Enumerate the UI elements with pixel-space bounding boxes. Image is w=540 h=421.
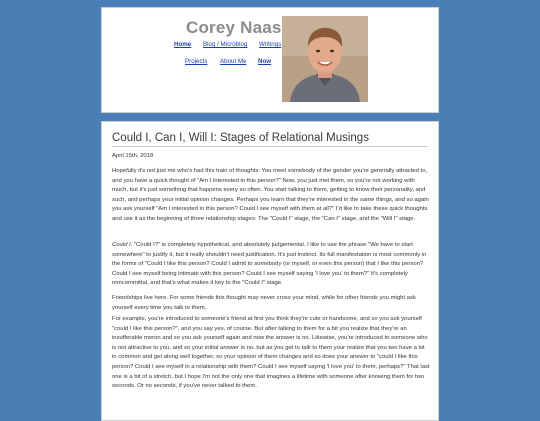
post-card [101, 121, 439, 421]
profile-photo [282, 16, 368, 102]
nav-projects-link[interactable]: Projects [185, 58, 208, 65]
paragraph-lead: Could I [112, 242, 131, 248]
post-paragraph-1: Hopefully it's not just me who's had this train of thoughts: You meet somebody of the gender you're generally attracted to, and you have a quick thought of "Am I interested in this person?" Now, you just met them, so you're not working with much, but it's just something that happens every so often. You start talking to them, getting to know their personality, and such, and perhaps your initial opinion changes. Perhaps you learn that they're interested in the same things, and so again you ask yourself "Am I interested in this person? Could I see myself with them at all?" I'd like to take these quick thoughts and use it as the beginning of three relationship stages: The "Could I" stage, the "Can I" stage, and the "Will I" stage. [112, 168, 429, 222]
post-date: April 15th, 2018 [112, 153, 154, 159]
header-card [101, 7, 439, 113]
post-paragraph-3: Friendships live here. For some friends this thought may never cross your mind, while for other friends you might ask yourself every time you talk to them. [112, 295, 416, 311]
paragraph-text: . "Could I?" is completely hypothetical, and absolutely judgemental. I like to use the phrase "We have to start somewhere" to justify it, but it really shouldn't need justification. It's just instinct. Its full manifestation is most commonly in the forms of "Could I like this person? Could I admit to somebody (or myself, or even this person) that I like this person? Could I see myself being intimate with this person? Could I see myself saying 'I love you' to them?" It's completely noncommittal, and that's what makes it key to the "Could I" stage. [112, 242, 427, 287]
post-paragraph-4: For example, you're introduced to someone's friend at first you think they're cute or handsome, and so you ask yourself "could I like this person?", and you say yes, of course. But after talking to them for a bit you realize that they're an insufferable moron and so you ask yourself again and now the answer is no. Likewise, you're introduced to someone who is not attractive to you, and so your initial answer is no, but as you get to talk to them your realize that you two have a lot in common and get along well together, so your opinion of them changes and so does your answer to "could I like this person? Could I see myself in a relationship with them? Could I see myself saying 'I love you' to them, perhaps?" That last one is a bit of a stretch, but I hope I'm not the only one that imagines a lifetime with someone after knowing them for two seconds. Or no seconds, if you've never talked to them. [112, 316, 430, 390]
profile-photo-image [282, 16, 368, 102]
nav-home-link[interactable]: Home [174, 41, 192, 48]
site-title: Corey Naas [186, 18, 282, 37]
post-paragraph-2 [112, 241, 430, 289]
post-title: Could I, Can I, Will I: Stages of Relational Musings [112, 132, 369, 144]
nav-blog-link[interactable]: Blog / Microblog [203, 41, 248, 48]
nav-writings-link[interactable]: Writings [259, 41, 282, 48]
nav-about-link[interactable]: About Me [220, 58, 247, 65]
title-divider [112, 146, 428, 147]
nav-now-link[interactable]: Now [258, 58, 272, 65]
